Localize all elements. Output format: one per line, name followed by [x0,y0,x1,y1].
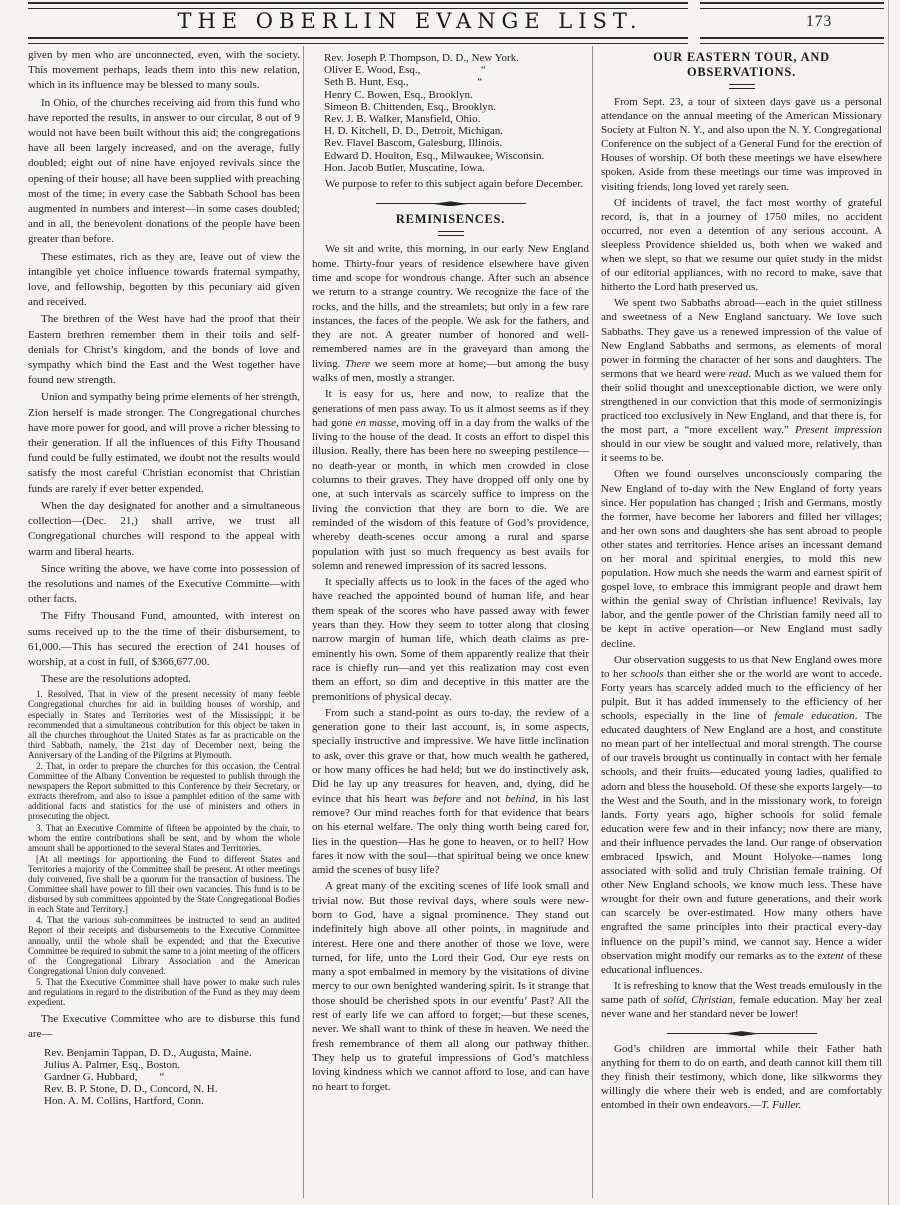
filler-quote: God’s children are immortal while their Father hath anything for them to do on earth, and death cannot kill them till they finish their testimony, which done, like silkworms they willingly die where their web is ended, and are comfortably entombed in their own endeavors.—T. Fuller. [601,1043,882,1112]
article-title-eastern-tour: OUR EASTERN TOUR, AND OBSERVATIONS. [653,50,830,79]
column-divider [592,46,593,1198]
rule-segment [28,37,688,44]
paragraph: The brethren of the West have had the proof that their Eastern brethren remember them in their toils and self-denials for Christ’s kingdom, and the bonds of love and sympathy which bind the East and the West together have found new strength. [28,313,300,387]
paragraph: The Fifty Thousand Fund, amounted, with interest on sums received up to the the time of their disbursement, to 61,000.—This has secured the erection of 241 houses of worship, at a cost in full, of $366,677.00. [28,610,300,668]
paragraph: In Ohio, of the churches receiving aid from this fund who have reported the results, in answer to our circular, 8 out of 9 would not have been built without this aid; the congregations have all been largely increased, and on the average, fully doubled; eight out of nine have enjoyed revivals since the opening of their house; all have been supplied with preaching most of the time; in every case the Sabbath School has been augmented in numbers and interest—in some cases doubled; and in all, the benevolent donations of the people have been greater than before. [28,96,300,246]
committee-member-line: Edward D. Houlton, Esq., Milwaukee, Wisconsin. [324,149,545,162]
resolution-4: 4. That the various sub-committees be instructed to send an audited Report of their receipts and disbursements to the Executive Committee annually, until the whole shall be expended; and that the Executive Committee be required to submit the same to a joint meeting of the officers of the Congregational Library Association and the American Congregational Union duly convened. [28,915,300,976]
diamond-divider [667,1030,817,1037]
committee-member-line: Oliver E. Wood, Esq., “ [324,64,486,77]
paragraph: When the day designated for another and a simultaneous collection—(Dec. 21,) shall arrive, we trust all Congregational churches will respond to the appeal with warm and liberal hearts. [28,499,300,558]
article-title-reminisences: REMINISENCES. [395,212,506,227]
column-2 [312,48,589,1096]
masthead-title: THE OBERLIN EVANGE LIST. [177,9,643,33]
masthead-rule-top [28,2,884,9]
resolution-3: 3. That an Executive Committe of fifteen be appointed by the chair, to whom the entire contributions shall be sent, and by whom the whole amount shall be apportioned to the several States and Territories. [28,822,300,853]
column-1 [28,48,300,1111]
rule-segment [28,2,688,9]
resolution-1: 1. Resolved, That in view of the present necessity of many feeble Congregational churches for aid in building houses of worship, and especially in States and Territories west of the Mississippi; it be recommended that a simultaneous contribution for this object be taken in all the churches throughout the United States as far as practicable on the third Sabbath, namely, the 21st day of December next, being the Anniversary of the Landing of the Pilgrims at Plymouth. [28,689,300,760]
paragraph: These estimates, rich as they are, leave out of view the intangible yet choice influence towards fraternal sympathy, love, and fellowship, begotten by this pecuniary aid given and received. [28,250,300,309]
column-3 [601,48,882,1115]
paragraph: given by men who are unconnected, even, with the society. This movement perhaps, leads them into this new relation, which in its influence may be blessed to many souls. [28,49,300,92]
committee-member-line: Rev. Flavel Bascom, Galesburg, Illinois. [324,137,503,150]
resolution-5: 5. That the Executive Committee shall have power to make such rules and regulations in regard to the distribution of the Fund as they may deem expedient. [28,976,300,1008]
masthead-rule-bottom [28,37,884,44]
committee-member-line: Seth B. Hunt, Esq., “ [324,76,483,89]
committee-intro: The Executive Committee who are to disburse this fund are— [28,1013,300,1041]
column-divider [303,46,304,1198]
paragraph: Of incidents of travel, the fact most worthy of grateful record, is, that in a journey of 1750 miles, no accident occurred, nor even a detention of any serious account. A sleepless Providence shielded us, both when we waked and when we slept, so that we resume our quiet study in the midst of our editorial appliances, with no record to make, save that hitherto the Lord hath preserved us. [601,196,882,294]
paragraph: Since writing the above, we have come into possession of the resolutions and names of the Executive Committe—with other facts. [28,562,300,606]
committee-member-line: Rev. Joseph P. Thompson, D. D., New York. [324,52,519,64]
paragraph: A great many of the exciting scenes of life look small and trivial now. But those revival days, where souls were new-born to God, have a signal prominence. They stand out indefinitely high above all other points, in magnitude and interest. Here one and there another of those we love, were turned, for life, unto the Lord their God. Our eye rests on many a spot embalmed in memory by the visitations of divine mercy to our own benighted wandering spirit. Is it strange that those should be cherished spots in our eventfu’ Past? All the rest of early life we can afford to forget;—but these scenes, never. We shall want to think of these in heaven. We need the fresh remembrance of them all along our pathway thither. They help us to grateful impressions of God’s matchless loving kindness which we cannot afford to lose, and can have no heart to forget. [312,880,589,1093]
resolution-2: 2. That, in order to prepare the churches for this occasion, the Central Committee of the Albany Convention be requested to publish through the newspapers the Report submitted to this Conference by their Secretary, or extracts therefrom, and also to issue a pamphlet edition of the same with additional facts and statistics for the use of ministers and others in prosecuting the object. [28,760,300,822]
page-edge-line [888,0,889,1205]
committee-member-line: Hon. Jacob Butler, Muscatine, Iowa. [324,161,485,174]
committee-member-line: Julius A. Palmer, Esq., Boston. [44,1058,181,1071]
paragraph: From Sept. 23, a tour of sixteen days gave us a personal attendance on the annual meeting of the American Missionary Society at Fulton N. Y., and also upon the N. Y. Congregational Conference on the subject of a General Fund for the erection of Houses of worship. Of both these meetings we have elsewhere spoken. Aside from these meetings our time was improved in visiting friends, long loved yet rarely seen. [601,96,882,193]
paragraph: These are the resolutions adopted. [41,673,191,686]
committee-member-line: Simeon B. Chittenden, Esq., Brooklyn. [324,100,497,113]
paragraph: It is easy for us, here and now, to realize that the generations of men pass away. To us it almost seems as if they had gone en masse, moving off in a day from the walks of the living to the house of the dead. It costs an effort to dispel this illusion. Really, there has been here no sweeping pestilence—no death-year or month, in which men crowded in close columns to their graves. They have dropped off only one by one, at such intervals as scarcely suffice to impress on the living the conviction that they are born to die. We are reminded of the wisdom of this feature of God’s providence, whereby death-scenes occur among a rural and sparse population with just so much frequency as best avails for solemn and renewed impression of its sacred lessons. [312,388,590,572]
paragraph: We spent two Sabbaths abroad—each in the quiet stillness and sweetness of a New England sanctuary. We love such Sabbaths. They gave us a renewed impression of the value of New England Sabbaths and sermons, as elements of moral power in forming the character of her sons and daughters. The sermons that we heard were read. Much as we valued them for their solid thought and unexceptionable diction, we were only strengthened in our conviction that this mode of sermonizingis practiced too exclusively in New England, and that there is, for the most part, a “more excellent way.” Present impression should in our view be sought and valued more, relatively, than it seems to be. [601,297,882,465]
paragraph: We sit and write, this morning, in our early New England home. Thirty-four years of residence elsewhere have given time and scope for wondrous change. After such an absence we return to a strange country. We recognize the face of the rocks, and the hills, and the streamlets; but only in a few rare instances, the faces of the people. We ask for the fathers, and they are not. A greater number of honored and well-remembered names are in the graveyard than among the living. There we seem more at home;—but among the busy walks of men, mostly a stranger. [312,243,589,384]
page-number: 173 [806,13,833,30]
committee-member-line: Rev. B. P. Stone, D. D., Concord, N. H. [44,1083,218,1096]
paragraph: It specially affects us to look in the faces of the aged who have reached the appointed bound of human life, and hear them speak of the scores who have passed away with fewer years than they. How they seem to totter along that closing narrow margin of human life, which death claims as pre-eminently his own. Some of them apparently realize that their race is chiefly run—and yet this realization may cost even them an effort, so dim and deceptive in this matter are the premonitions of physical decay. [312,576,589,703]
paragraph: It is refreshing to know that the West treads emulously in the same path of solid, Christian, female education. May her zeal never wane and her standard never be lower! [601,979,883,1020]
rule-segment [700,2,884,9]
committee-name-list [28,1047,300,1108]
diamond-divider [376,200,526,207]
committee-member-line: Rev. Benjamin Tappan, D. D., Augusta, Maine. [44,1046,252,1059]
paragraph: Our observation suggests to us that New England owes more to her schools than either she or the world are wont to accede. Forty years has scarcely added much to the efficiency of her pulpit. But it has added immensely to the efficiency of her schools, especially in the line of female education. The educated daughters of New England are a host, and constitute no mean part of her intellectual and moral strength. The course of our travels brought us continually in contact with her female schools, and their fruits—educated young ladies, qualified to adorn and bless the household. Of these she exports largely—to the West and the South, and in the missionary work, to foreign lands. Forty years ago, higher schools for solid female education were few and in their infancy; now there are many, and their influence pervades the land. Our range of observation embraced Ipswich, and Mount Holyoke—names long associated with solid and truly Christian female training. Of other New England schools, we know much less. These have wrought for their own and future generations, and their work can scarcely be over-estimated. How many others have engrafted the same principles into their practical every-day influence on the pupil’s mind, we cannot say. Hence a wider observation might modify our remarks as to the extent of these educational influences. [601,653,883,976]
rule-segment [700,37,884,44]
paragraph: Union and sympathy being prime elements of her strength, Zion herself is made stronger. The Congregational churches have more power for good, and will prove a richer blessing to their generation. If all the influences of this Fifty Thousand fund could be fully estimated, we doubt not the results would satisfy the most careful Christian economist that Christian funds are rarely if ever better expended. [28,391,300,495]
short-rule [438,231,464,236]
paragraph: Often we found ourselves unconsciously comparing the New England of to-day with the New England of forty years since. Her population has changed ; Irish and Germans, mostly the former, have become her laborers and filled her villages; and her own sons and daughters she has sent abroad to people other states and territories. Hence arises an incessant demand on her moral and spiritual energies, to mold this new population. How much she needs the warm and earnest spirit of gospel love, to embrace this immigrant people and drawt hem within the genial sway of Christian influence! Revivals, lay labor, and the gentle power of the Christian family need all to be kept in active operation—or New England must sadly decline. [601,468,882,650]
committee-member-line: Rev. J. B. Walker, Mansfield, Ohio. [324,113,481,126]
committee-member-line: Gardner G. Hubbard, “ [44,1071,165,1084]
paragraph: From such a stand-point as ours to-day, the review of a generation gone to their last account, is, in some aspects, specially instructive and impressive. We have little inclination to ask, over this grave or that, how much wealth he gathered, or how many offices he had held; but we do instinctively ask, Did he lay up any treasures for heaven, and, dying, did he evince that his heart was before and not behind, in his last remove? Our mind reaches forth for that evidence that bears on his eternal welfare. The only thing worth being cared for, lies in the question—Has he gone to heaven, or to hell? How fares it now with the soul—that spiritual being we once knew amid the scenes of busy life? [312,706,589,877]
committee-member-line: H. D. Kitchell, D. D., Detroit, Michigan. [324,125,504,138]
committee-member-line: Henry C. Bowen, Esq., Brooklyn. [324,88,473,101]
committee-member-line: Hon. A. M. Collins, Hartford, Conn. [44,1095,204,1108]
short-rule [729,84,755,89]
paragraph: We purpose to refer to this subject again before December. [325,178,584,191]
committee-name-list-continued [312,52,589,174]
resolution-note: [At all meetings for apportioning the Fund to different States and Territories a majority of the Committee shall be present. At other meetings duly convened, five shall be a quorum for the transaction of business. The Committee shall have power to fill their own vacancies. This fund is to be disbursed by sub committees appointed by the State Congregational Bodies in each State and Territory.] [28,853,300,915]
